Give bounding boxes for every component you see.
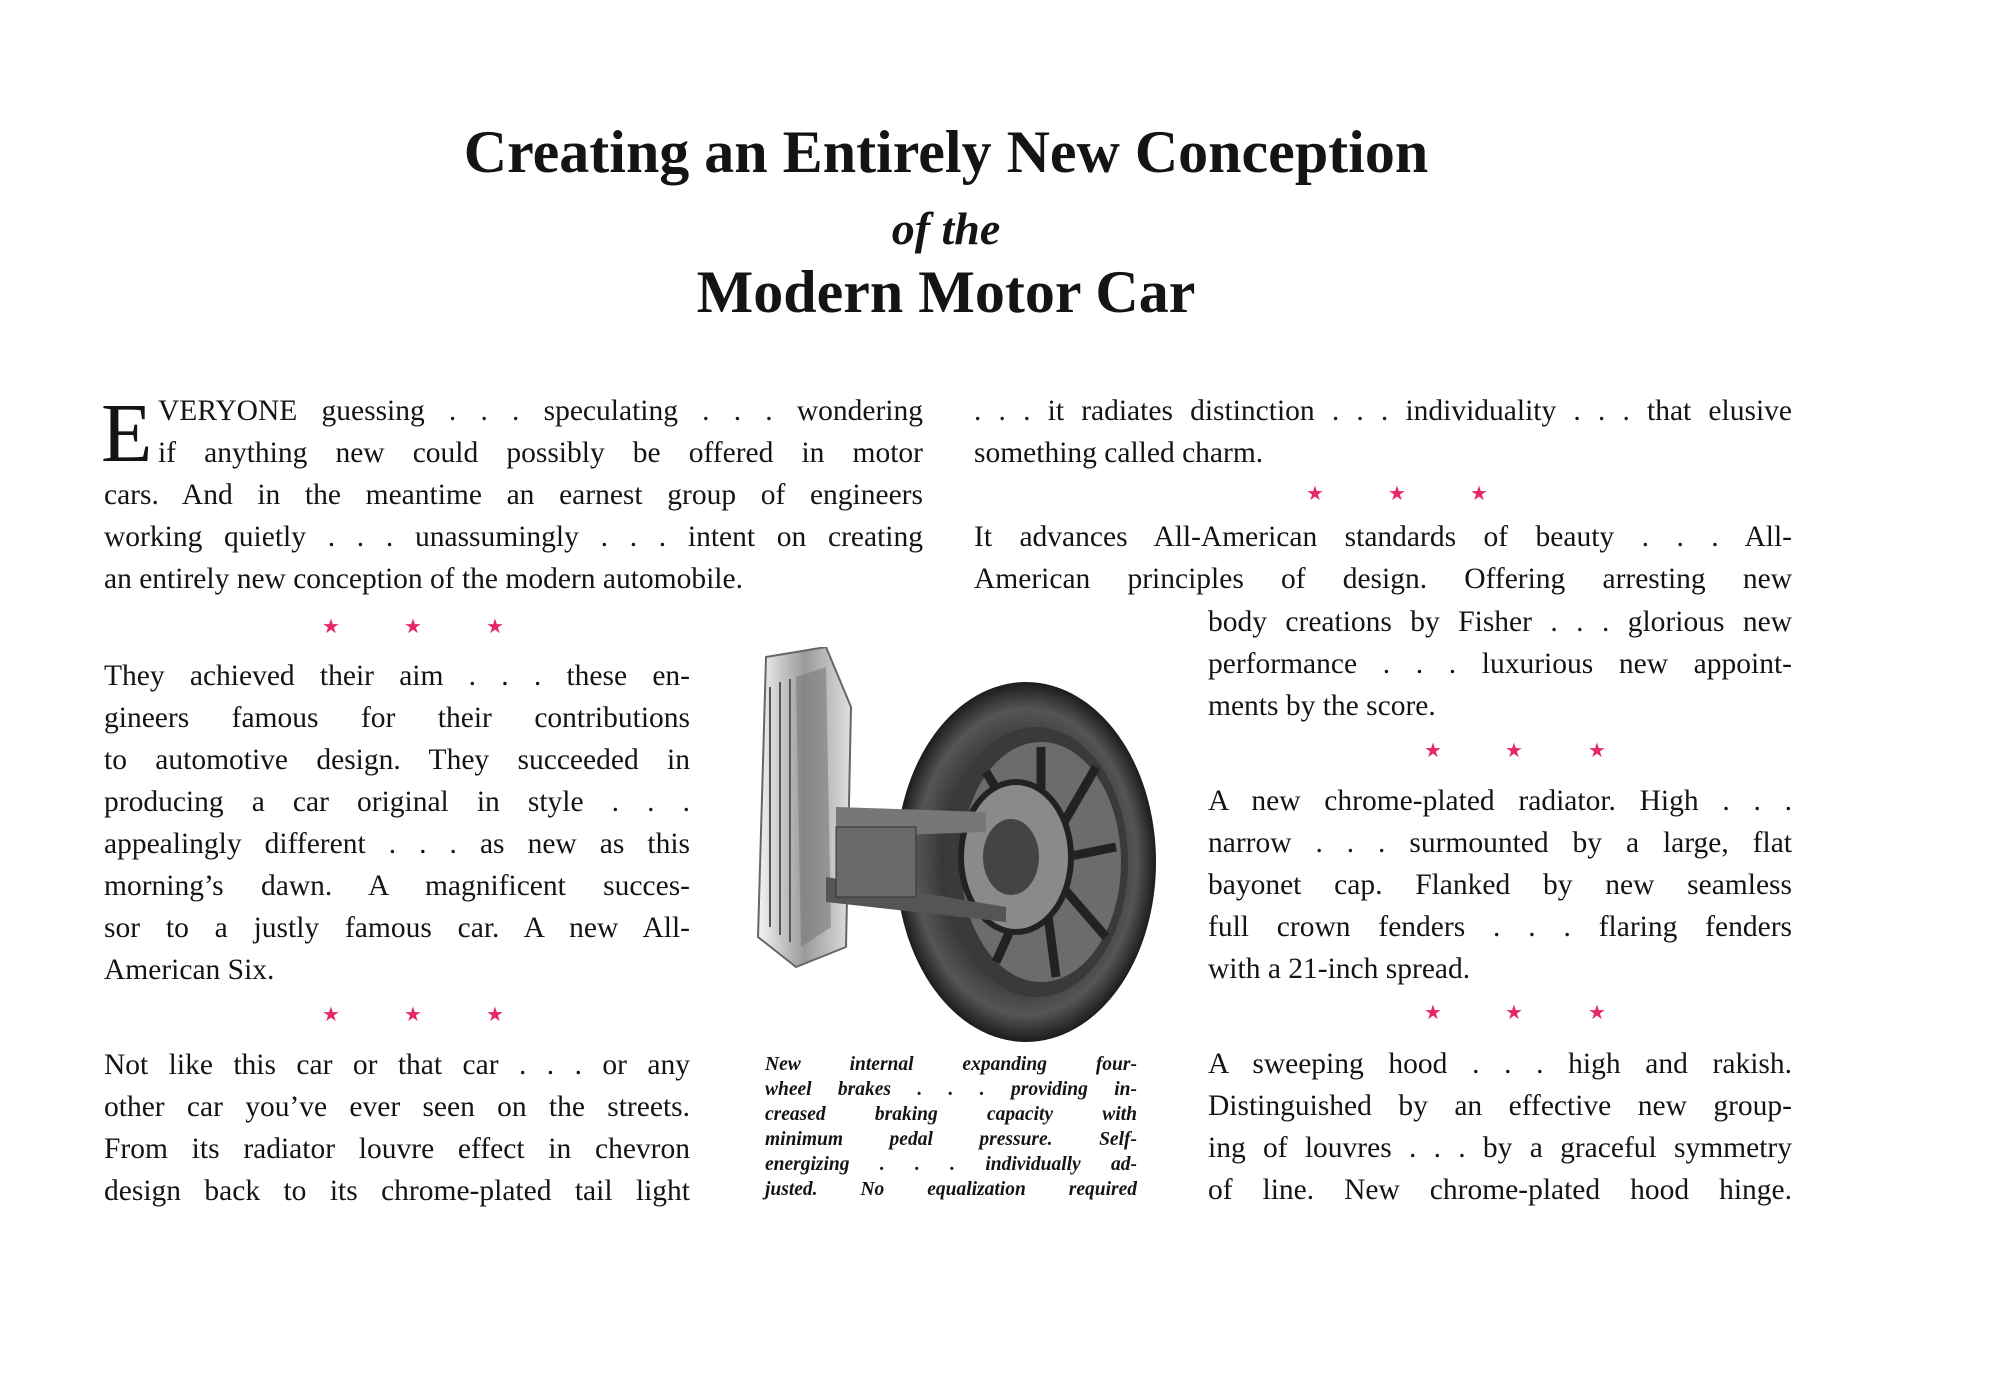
text-line: full crown fenders . . . flaring fenders bbox=[1208, 911, 1792, 943]
text-line: New internal expanding four- bbox=[765, 1054, 1137, 1075]
star-icon: ★ bbox=[1424, 1002, 1442, 1024]
text-line: They achieved their aim . . . these en- bbox=[104, 660, 690, 692]
text-line: creased braking capacity with bbox=[765, 1104, 1137, 1125]
aim-paragraph bbox=[104, 655, 690, 991]
text-line: with a 21-inch spread. bbox=[1208, 953, 1471, 985]
text-line: wheel brakes . . . providing in- bbox=[765, 1079, 1137, 1100]
text-line: ing of louvres . . . by a graceful symmetry bbox=[1208, 1132, 1792, 1164]
advances-paragraph-wide bbox=[974, 516, 1792, 600]
text-line: A sweeping hood . . . high and rakish. bbox=[1208, 1048, 1792, 1080]
star-icon: ★ bbox=[322, 616, 340, 638]
text-line: cars. And in the meantime an earnest group of engineers bbox=[104, 479, 923, 511]
star-icon: ★ bbox=[1424, 740, 1442, 762]
text-line: producing a car original in style . . . bbox=[104, 786, 690, 818]
text-line: of line. New chrome-plated hood hinge. bbox=[1208, 1174, 1792, 1206]
text-line: gineers famous for their contributions bbox=[104, 702, 690, 734]
star-icon: ★ bbox=[1588, 740, 1606, 762]
text-line: something called charm. bbox=[974, 437, 1264, 469]
text-line: sor to a justly famous car. A new All- bbox=[104, 912, 690, 944]
hood-paragraph bbox=[1208, 1043, 1792, 1211]
text-line: VERYONE guessing . . . speculating . . . wondering bbox=[158, 395, 923, 427]
radiates-paragraph bbox=[974, 390, 1792, 474]
star-icon: ★ bbox=[1388, 483, 1406, 505]
text-line: From its radiator louvre effect in chevron bbox=[104, 1133, 690, 1165]
star-icon: ★ bbox=[1505, 740, 1523, 762]
star-icon: ★ bbox=[486, 1004, 504, 1026]
text-line: appealingly different . . . as new as this bbox=[104, 828, 690, 860]
text-line: American principles of design. Offering arresting new bbox=[974, 563, 1792, 595]
text-line: narrow . . . surmounted by a large, flat bbox=[1208, 827, 1792, 859]
text-line: minimum pedal pressure. Self- bbox=[765, 1129, 1137, 1150]
text-line: to automotive design. They succeeded in bbox=[104, 744, 690, 776]
text-line: other car you’ve ever seen on the streets. bbox=[104, 1091, 690, 1123]
text-line: ments by the score. bbox=[1208, 690, 1436, 722]
intro-paragraph bbox=[104, 390, 923, 600]
front-wheel-brake-photo bbox=[756, 647, 1160, 1045]
text-line: A new chrome-plated radiator. High . . . bbox=[1208, 785, 1792, 817]
star-icon: ★ bbox=[1470, 483, 1488, 505]
text-line: American Six. bbox=[104, 954, 275, 986]
star-icon: ★ bbox=[404, 616, 422, 638]
star-icon: ★ bbox=[486, 616, 504, 638]
title-line-1: Creating an Entirely New Conception bbox=[463, 119, 1429, 185]
not-like-paragraph bbox=[104, 1044, 690, 1212]
text-line: body creations by Fisher . . . glorious new bbox=[1208, 606, 1792, 638]
text-line: design back to its chrome-plated tail light bbox=[104, 1175, 690, 1207]
star-icon: ★ bbox=[322, 1004, 340, 1026]
text-line: It advances All-American standards of beauty . . . All- bbox=[974, 521, 1792, 553]
photo-caption bbox=[765, 1052, 1137, 1202]
text-line: working quietly . . . unassumingly . . . intent on creating bbox=[104, 521, 923, 553]
star-icon: ★ bbox=[404, 1004, 422, 1026]
text-line: . . . it radiates distinction . . . individuality . . . that elusive bbox=[974, 395, 1792, 427]
text-line: energizing . . . individually ad- bbox=[765, 1154, 1137, 1175]
text-line: if anything new could possibly be offered in motor bbox=[158, 437, 923, 469]
star-icon: ★ bbox=[1505, 1002, 1523, 1024]
title-line-3: Modern Motor Car bbox=[696, 259, 1196, 325]
text-line: performance . . . luxurious new appoint- bbox=[1208, 648, 1792, 680]
radiator-paragraph bbox=[1208, 780, 1792, 990]
text-line: morning’s dawn. A magnificent succes- bbox=[104, 870, 690, 902]
text-line: justed. No equalization required bbox=[765, 1179, 1137, 1200]
text-line: an entirely new conception of the modern automobile. bbox=[104, 563, 743, 595]
text-line: Not like this car or that car . . . or any bbox=[104, 1049, 690, 1081]
text-line: Distinguished by an effective new group- bbox=[1208, 1090, 1792, 1122]
advances-paragraph-narrow bbox=[1208, 601, 1792, 727]
title-line-2: of the bbox=[891, 203, 1001, 254]
drop-cap: E bbox=[101, 387, 153, 480]
star-icon: ★ bbox=[1306, 483, 1324, 505]
star-icon: ★ bbox=[1588, 1002, 1606, 1024]
text-line: bayonet cap. Flanked by new seamless bbox=[1208, 869, 1792, 901]
